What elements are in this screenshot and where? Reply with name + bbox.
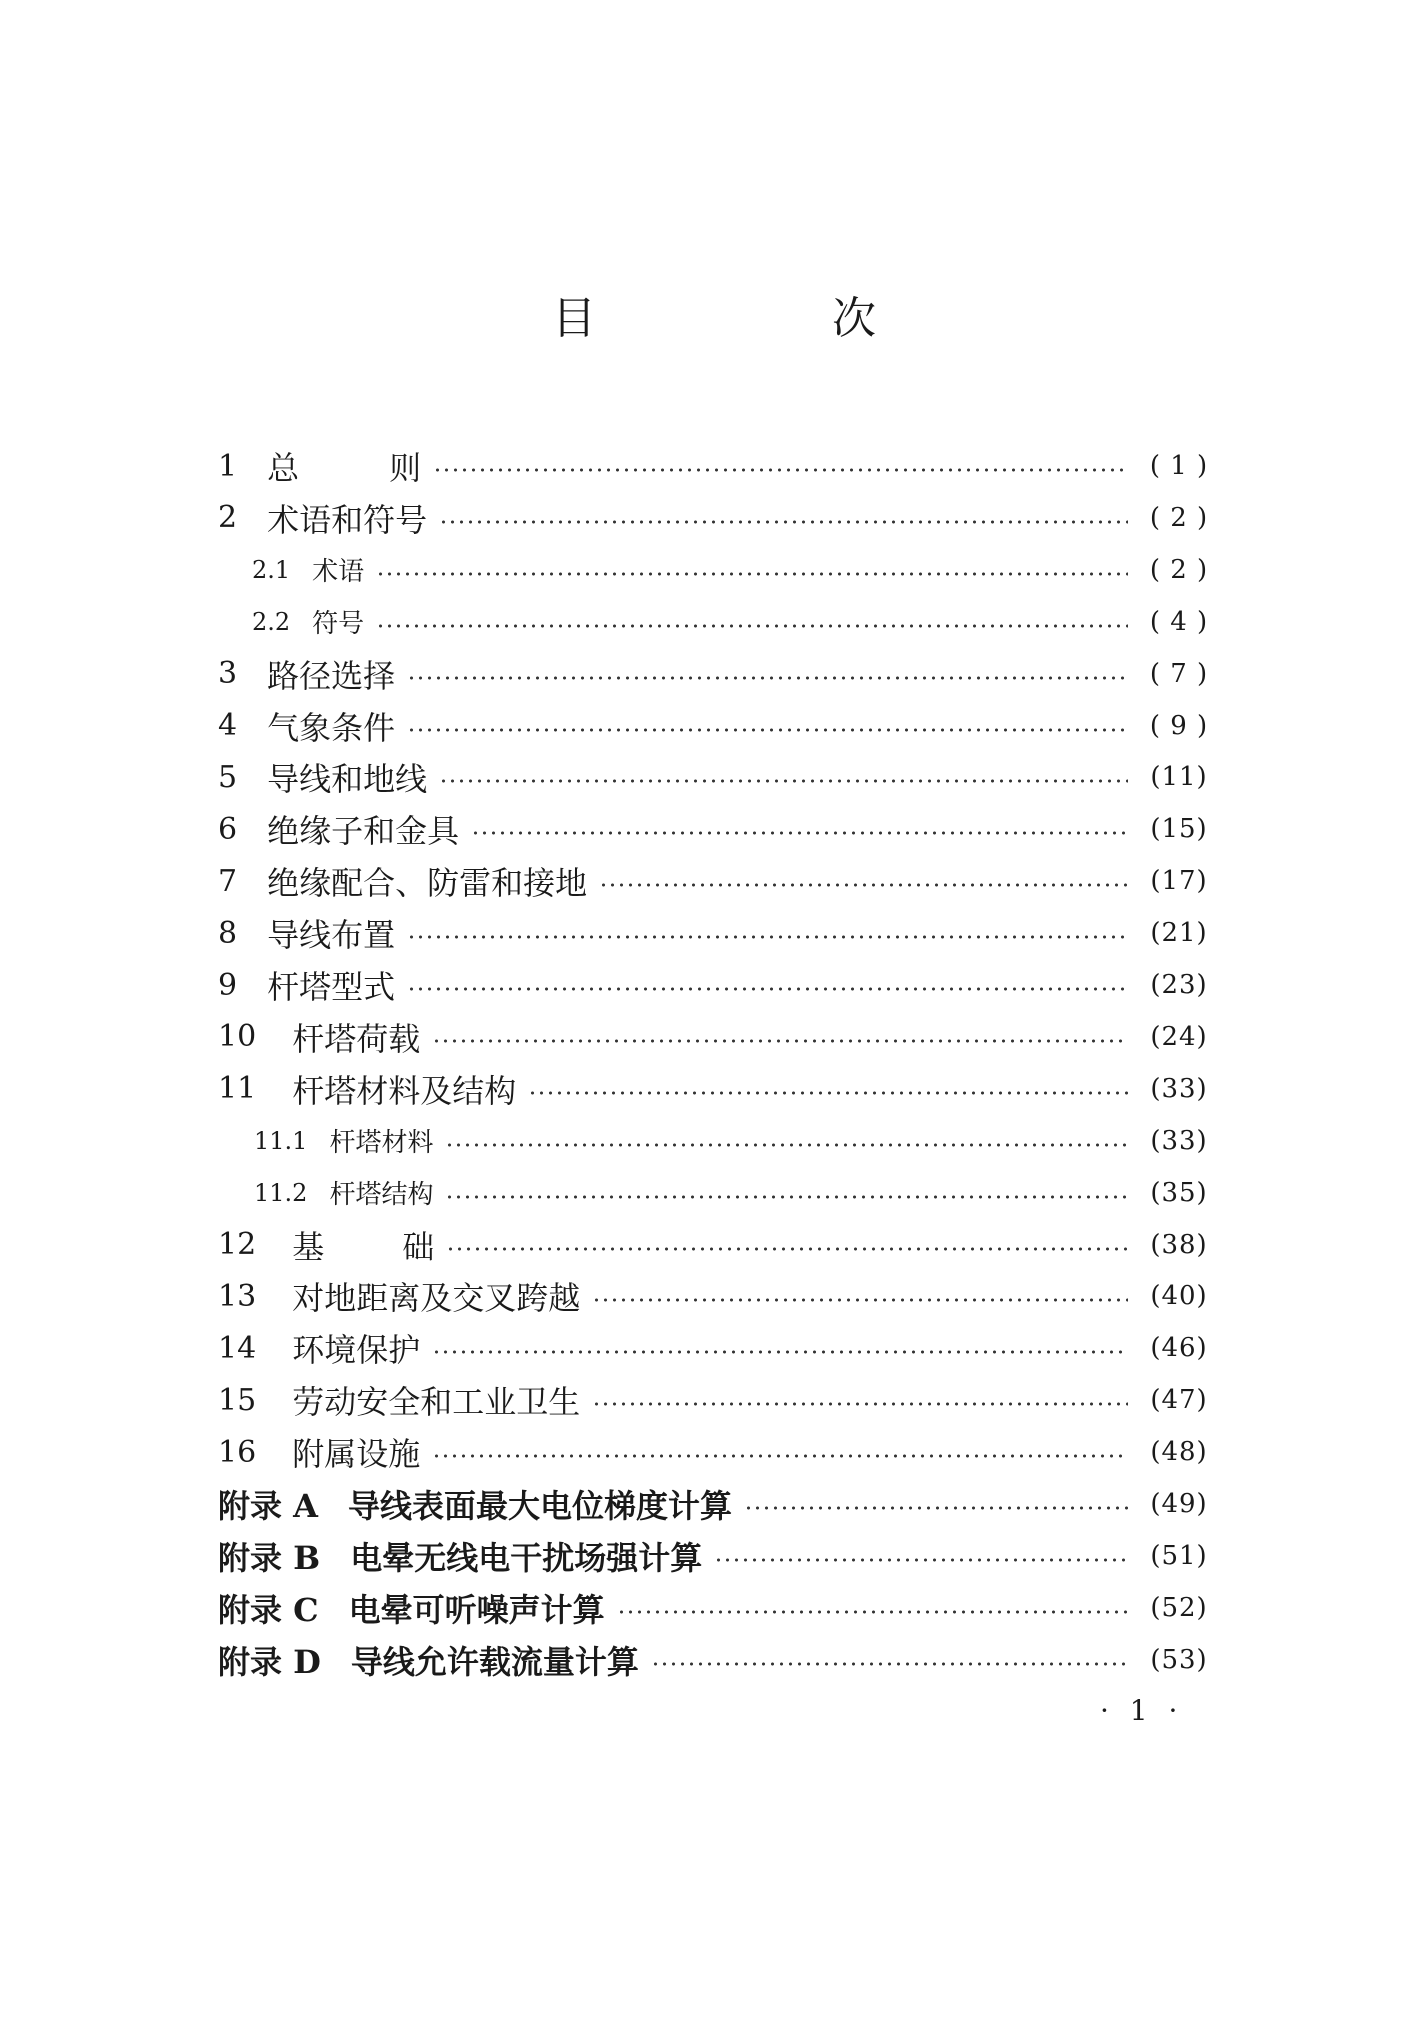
toc-entry-page: ( 4 ): [1149, 606, 1209, 637]
toc-entry[interactable]: [218, 1167, 1218, 1219]
toc-entry-title: 符号: [312, 609, 365, 640]
toc-entry-number: 13: [218, 1278, 257, 1314]
toc-entry-number: 附录 D: [218, 1642, 321, 1681]
dot-leader: [407, 676, 1128, 680]
toc-entry-page: (33): [1150, 1073, 1208, 1104]
toc-entry[interactable]: [218, 1374, 1218, 1426]
toc-entry-page: (48): [1150, 1437, 1208, 1468]
dot-leader: [432, 1454, 1128, 1458]
toc-entry[interactable]: [218, 1582, 1218, 1634]
toc-entry-title: [292, 1222, 434, 1268]
toc-entry-title: 电晕可听噪声计算: [348, 1590, 605, 1629]
toc-entry-number: 14: [218, 1330, 257, 1366]
dot-leader: [407, 935, 1128, 939]
dot-leader: [432, 1039, 1128, 1043]
toc-entry[interactable]: [218, 1115, 1218, 1167]
toc-entry[interactable]: [218, 1426, 1218, 1478]
dot-leader: [407, 987, 1128, 991]
toc-entry-number: 11: [218, 1071, 257, 1107]
toc-entry[interactable]: [218, 855, 1218, 907]
toc-entry-page: ( 1 ): [1149, 451, 1209, 481]
toc-entry-page: ( 2 ): [1149, 554, 1209, 585]
toc-entry-title: 路径选择: [267, 656, 396, 695]
toc-entry-page: (11): [1150, 762, 1208, 793]
toc-entry[interactable]: [218, 544, 1218, 596]
toc-entry-title: 劳动安全和工业卫生: [292, 1383, 581, 1422]
toc-entry[interactable]: [218, 1063, 1218, 1115]
toc-entry-number: 附录 B: [218, 1538, 321, 1577]
toc-entry-page: (21): [1150, 918, 1208, 949]
toc-entry-page: (35): [1150, 1177, 1208, 1208]
toc-entry-number: 2.2: [252, 607, 291, 636]
toc-entry[interactable]: [218, 803, 1218, 855]
page-title: 目 次: [552, 293, 972, 344]
toc-entry-number: 5: [218, 759, 238, 795]
toc-entry-number: 15: [218, 1382, 257, 1418]
toc-entry-title: 杆塔荷载: [292, 1019, 421, 1058]
toc-entry-number: 6: [218, 811, 238, 847]
dot-leader: [744, 1506, 1128, 1510]
toc-entry-title: 绝缘配合、防雷和接地: [267, 864, 588, 903]
toc-entry[interactable]: [218, 1478, 1218, 1530]
toc-entry-page: (51): [1150, 1540, 1208, 1571]
toc-entry-title: 术语: [312, 557, 365, 588]
toc-entry-number: 4: [218, 708, 238, 743]
toc-entry-title-part: 总: [267, 449, 300, 487]
toc-entry-number: 8: [218, 915, 238, 951]
toc-entry-number: 1: [218, 448, 238, 484]
toc-entry-number: 10: [218, 1019, 257, 1055]
toc-entry-number: 2.1: [252, 555, 291, 584]
toc-entry[interactable]: [218, 648, 1218, 700]
toc-entry-page: ( 2 ): [1149, 502, 1209, 533]
toc-entry-page: (53): [1150, 1644, 1208, 1675]
toc-entry[interactable]: [218, 1530, 1218, 1582]
page-number: · 1 ·: [1100, 1694, 1184, 1727]
toc-entry-title: 杆塔结构: [329, 1180, 434, 1211]
toc-entry-page: (17): [1150, 866, 1208, 897]
toc-entry[interactable]: [218, 1270, 1218, 1322]
dot-leader: [592, 1298, 1128, 1302]
toc-entry-title-part: 基: [292, 1227, 325, 1266]
toc-entry[interactable]: [218, 700, 1218, 752]
dot-leader: [445, 1143, 1128, 1147]
dot-leader: [599, 883, 1128, 887]
toc-entry-page: (49): [1150, 1489, 1208, 1519]
toc-entry[interactable]: [218, 1322, 1218, 1374]
toc-entry[interactable]: [218, 492, 1218, 544]
dot-leader: [376, 572, 1128, 576]
dot-leader: [617, 1610, 1128, 1614]
toc-entry-title: 杆塔材料: [329, 1128, 434, 1159]
toc-entry-number: 12: [218, 1227, 257, 1262]
toc-entry-title: 导线和地线: [267, 760, 428, 799]
toc-entry-number: 附录 A: [218, 1487, 318, 1525]
toc-entry-title: 环境保护: [292, 1331, 421, 1370]
toc-entry-page: (23): [1150, 970, 1208, 1000]
toc-entry-title: 导线允许载流量计算: [350, 1642, 639, 1681]
toc-entry-title: 附属设施: [292, 1435, 421, 1474]
dot-leader: [592, 1402, 1128, 1406]
toc-entry-title: 杆塔型式: [267, 968, 396, 1006]
toc-entry-page: (15): [1150, 814, 1208, 845]
toc-entry-page: (33): [1150, 1125, 1208, 1156]
toc-entry[interactable]: [218, 907, 1218, 959]
dot-leader: [528, 1091, 1128, 1095]
toc-entry[interactable]: [218, 1219, 1218, 1271]
toc-entry-number: 11.2: [254, 1178, 308, 1207]
toc-entry-title: [267, 443, 421, 489]
toc-entry[interactable]: [218, 1634, 1218, 1686]
toc-entry-page: ( 7 ): [1149, 658, 1209, 689]
dot-leader: [376, 624, 1128, 628]
toc-entry-title: 电晕无线电干扰场强计算: [350, 1538, 703, 1577]
toc-entry[interactable]: [218, 1011, 1218, 1063]
toc-entry-title: 气象条件: [267, 708, 396, 747]
toc-entry-title: 导线布置: [267, 916, 396, 955]
toc-entry-title-part: 础: [402, 1227, 435, 1266]
toc-entry[interactable]: [218, 959, 1218, 1011]
toc-entry-title-part: 则: [389, 449, 422, 487]
toc-entry-page: (47): [1150, 1385, 1208, 1416]
toc-entry-page: (40): [1150, 1281, 1208, 1312]
dot-leader: [439, 779, 1128, 783]
dot-leader: [446, 1247, 1128, 1251]
toc-entry-title: 对地距离及交叉跨越: [292, 1279, 581, 1318]
toc-entry-number: 附录 C: [218, 1590, 319, 1629]
toc-entry-number: 3: [218, 656, 238, 692]
dot-leader: [651, 1662, 1128, 1666]
toc-entry-number: 2: [218, 500, 238, 536]
toc-entry-title: 术语和符号: [267, 500, 428, 539]
toc-entry-title: 绝缘子和金具: [267, 812, 460, 851]
toc-entry-page: (24): [1150, 1021, 1208, 1052]
toc-entry-number: 16: [218, 1434, 257, 1470]
dot-leader: [407, 728, 1128, 732]
toc-entry-page: (38): [1150, 1229, 1208, 1260]
toc-entry-title: 导线表面最大电位梯度计算: [347, 1487, 732, 1525]
toc-entry-page: ( 9 ): [1149, 710, 1209, 741]
toc-entry-number: 11.1: [254, 1126, 308, 1155]
toc-entry[interactable]: [218, 596, 1218, 648]
toc-entry[interactable]: [218, 440, 1218, 492]
dot-leader: [432, 1350, 1128, 1354]
dot-leader: [714, 1558, 1128, 1562]
toc-entry[interactable]: [218, 751, 1218, 803]
toc-entry-title: 杆塔材料及结构: [292, 1071, 517, 1110]
dot-leader: [471, 831, 1128, 835]
dot-leader: [433, 468, 1128, 472]
toc-entry-number: 9: [218, 967, 238, 1003]
toc-entry-page: (46): [1150, 1333, 1208, 1364]
dot-leader: [439, 520, 1128, 524]
toc-entry-number: 7: [218, 863, 238, 899]
dot-leader: [445, 1195, 1128, 1199]
toc-entry-page: (52): [1150, 1592, 1208, 1623]
